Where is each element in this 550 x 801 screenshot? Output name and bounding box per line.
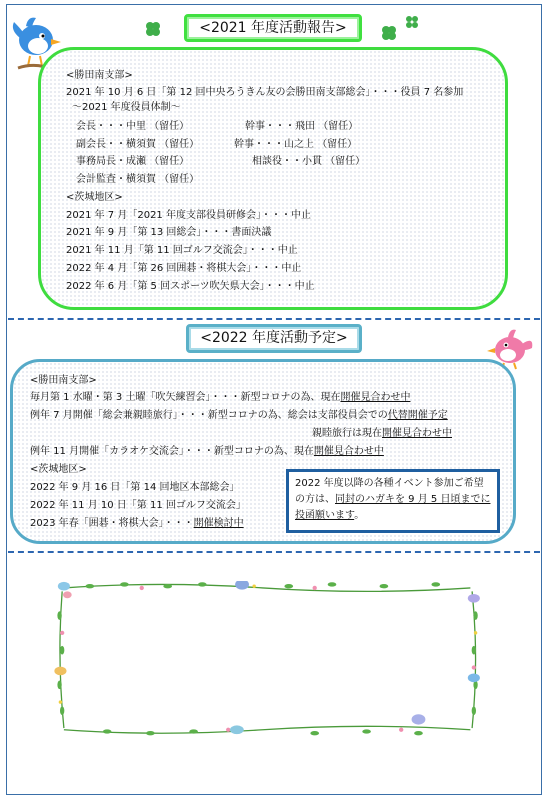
plan-status: 代替開催予定: [387, 410, 448, 421]
notice-line: [295, 508, 491, 524]
plan-status: 開催見合わせ中: [313, 446, 384, 457]
plan-2022-title: [186, 324, 362, 353]
branch-heading: <勝田南支部>: [30, 375, 97, 386]
section-separator: [8, 318, 540, 320]
plan-line: [312, 427, 452, 440]
plan-line: [30, 391, 410, 404]
report-2021-title: [184, 14, 362, 42]
area-item: [30, 517, 244, 530]
area-item: 2022 年 4 月「第 26 回囲碁・将棋大会」・・・中止: [66, 263, 302, 274]
plan-text: 親睦旅行は現在: [312, 428, 382, 439]
notice-text: の方は、: [295, 494, 335, 505]
officer-left: 副会長・・横須賀 （留任）: [76, 139, 200, 150]
officer-left: 事務局長・成瀬 （留任）: [76, 156, 190, 167]
notice-text: 。: [354, 510, 365, 521]
area-item: 2021 年 7 月「2021 年度支部役員研修会」・・・中止: [66, 210, 311, 221]
plan-status: 開催検討中: [193, 518, 244, 529]
section-separator: [8, 551, 540, 553]
plan-2022-title-text: <2022 年度活動予定>: [200, 330, 348, 346]
area-item: 2022 年 6 月「第 5 回スポーツ吹矢県大会」・・・中止: [66, 281, 315, 292]
area-item: 2022 年 11 月 10 日「第 11 回ゴルフ交流会」: [30, 500, 246, 511]
plan-text: 例年 11 月開催「カラオケ交流会」・・・新型コロナの為、現在: [30, 446, 314, 457]
officer-left: 会長・・・中里 （留任）: [76, 121, 190, 132]
notice-emphasis: 同封のハガキを 9 月 5 日頃までに: [335, 494, 491, 505]
notice-line: 2022 年度以降の各種イベント参加ご希望: [295, 478, 484, 489]
area-heading: <茨城地区>: [30, 464, 87, 475]
officer-right: 幹事・・・飛田 （留任）: [245, 121, 359, 132]
clover-icon: [142, 18, 164, 40]
officer-left: 会計監査・横須賀 （留任）: [76, 174, 200, 185]
area-item: 2021 年 9 月「第 13 回総会」・・・書面決議: [66, 227, 272, 238]
plan-status: 開催見合わせ中: [382, 428, 452, 439]
area-heading: <茨城地区>: [66, 192, 123, 203]
area-item: 2021 年 11 月「第 11 回ゴルフ交流会」・・・中止: [66, 245, 298, 256]
plan-text: 毎月第 1 水曜・第 3 土曜「吹矢練習会」・・・新型コロナの為、現在: [30, 392, 341, 403]
clover-icon: [404, 14, 420, 30]
notice-box: [286, 469, 500, 533]
clover-icon: [378, 22, 400, 44]
branch-heading: <勝田南支部>: [66, 70, 133, 81]
plan-text: 2023 年春「囲碁・将棋大会」・・・: [30, 518, 194, 529]
report-2021-title-text: <2021 年度活動報告>: [199, 20, 347, 36]
notice-line: [295, 492, 491, 508]
report-line: 2021 年 10 月 6 日「第 12 回中央ろうきん友の会勝田南支部総会」・・・役員 7 名参加: [66, 87, 464, 98]
officer-right: 相談役・・小貫 （留任）: [252, 156, 366, 167]
vine-frame-decoration: [22, 581, 514, 741]
area-item: 2022 年 9 月 16 日「第 14 回地区本部総会」: [30, 482, 240, 493]
plan-text: 例年 7 月開催「総会兼親睦旅行」・・・新型コロナの為、総会は支部役員会での: [30, 410, 388, 421]
plan-line: [30, 409, 448, 422]
officer-right: 幹事・・・山之上 （留任）: [234, 139, 358, 150]
plan-line: [30, 445, 384, 458]
plan-status: 開催見合わせ中: [340, 392, 411, 403]
notice-emphasis: 投函願います: [295, 510, 355, 521]
officers-heading: 〜2021 年度役員体制〜: [72, 102, 181, 113]
